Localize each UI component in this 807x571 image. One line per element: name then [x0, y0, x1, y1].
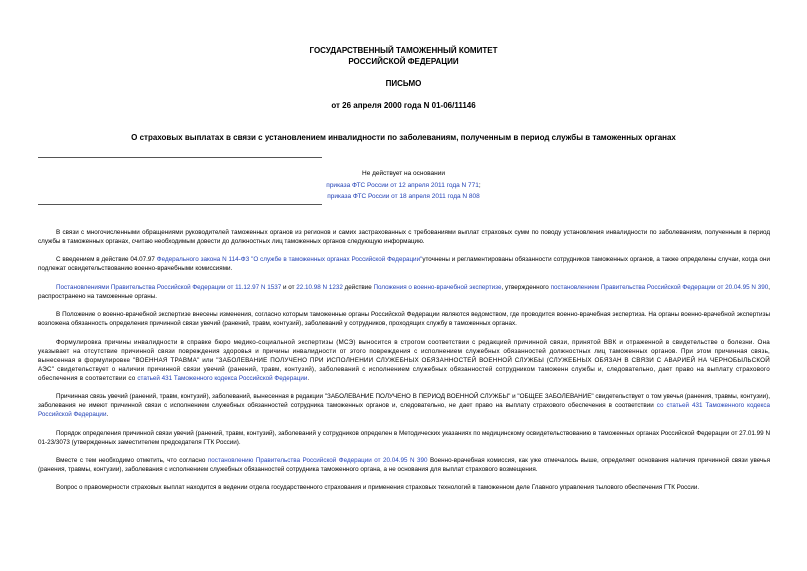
paragraph-8: [38, 456, 770, 474]
link-resolution-390-b[interactable]: постановлению Правительства Российской Федерации от 20.04.95 N 390: [207, 457, 428, 464]
paragraph-8-text-b: Военно-врачебная комиссия, как уже отмечалось выше, определяет основания наличия причинной связи увечья (ранения, травмы, контузии), заболевания с исполнением служебных обязанностей сотрудника таможенного органа, а не основания для выплат страхового возмещения.: [38, 457, 770, 474]
divider-bottom: [38, 204, 322, 205]
paragraph-5-text-a: Формулировка причины инвалидности в справке бюро медико-социальной экспертизы (МСЭ) выносится в строгом соответствии с редакцией причинной связи, принятой ВВК и отраженной в свидетельстве о болезни. Она указывает на отсутствие причинной связи повреждения здоровья и причины инвалидности от этого повреждения с исполнением служебных обязанностей должностных лиц таможенных органов. При этом причинная связь, вынесенная в формулировке "ВОЕННАЯ ТРАВМА" или "ЗАБОЛЕВАНИЕ ПОЛУЧЕНО ПРИ ИСПОЛНЕНИИ СЛУЖЕБНЫХ ОБЯЗАННОСТЕЙ ВОЕННОЙ СЛУЖБЫ (СЛУЖЕБНЫХ ОБЯЗАН В СВЯЗИ С АВАРИЕЙ НА ЧЕРНОБЫЛЬСКОЙ АЭС" свидетельствует о наличии причинной связи увечий (ранений, травм, контузий), заболеваний с исполнением служебных обязанностей сотрудником таможенн службы и, следовательно, дает право на выплату страхового обеспечения в соответствии со: [38, 338, 770, 382]
paragraph-5-text-b: .: [307, 374, 310, 382]
link-resolution-390[interactable]: постановлением Правительства Российской Федерации от 20.04.95 N 390: [550, 283, 769, 291]
paragraph-9: Вопрос о правомерности страховых выплат находится в ведении отдела государственного страхования и применения страховых технологий в таможенном деле Главного управления тылового обеспечения ГТК России.: [56, 484, 700, 492]
paragraph-3: [38, 283, 770, 301]
issuer-line-2: РОССИЙСКОЙ ФЕДЕРАЦИИ: [348, 57, 459, 66]
link-regulation-medical-expertise[interactable]: Положения о военно-врачебной экспертизе: [373, 283, 502, 291]
paragraph-5: [38, 338, 770, 383]
link-resolution-1232[interactable]: 22.10.98 N 1232: [296, 283, 343, 291]
status-link-order-771[interactable]: приказа ФТС России от 12 апреля 2011 года N 771: [326, 182, 479, 189]
paragraph-6-text-a: Причинная связь увечий (ранений, травм, контузий), заболеваний, вынесенная в редакции "ЗАБОЛЕВАНИЕ ПОЛУЧЕНО В ПЕРИОД ВОЕННОЙ СЛУЖБЫ" и "ОБЩЕЕ ЗАБОЛЕВАНИЕ" свидетельствует о том увечья (ранения, травмы, контузии), заболевания не имеют причинной связи с исполнением служебных обязанностей сотрудника таможенных органов и, следовательно, не дает право на выплату страхового обеспечения в соответствии: [38, 393, 770, 410]
status-reference-2: [0, 192, 807, 201]
divider-top: [38, 157, 322, 158]
paragraph-3-text-b: действие: [342, 283, 374, 291]
link-customs-code-article-431[interactable]: статьей 431 Таможенного кодекса Российской Федерации: [137, 374, 308, 382]
paragraph-2: [38, 255, 770, 273]
document-date: от 26 апреля 2000 года N 01-06/11146: [331, 101, 476, 110]
paragraph-3-text-d: , распространено на таможенные органы.: [38, 283, 770, 300]
paragraph-4: В Положение о военно-врачебной экспертизе внесены изменения, согласно которым таможенные органы Российской Федерации являются ведомством, где проводится военно-врачебная экспертиза. На органы военно-врачебной экспертизы возложена обязанность определения причинной связи увечий (ранений, травм, контузий), заболеваний у сотрудников, проходящих службу в таможенных органах.: [38, 311, 770, 328]
document-type: ПИСЬМО: [385, 79, 422, 88]
issuer-line-1: ГОСУДАРСТВЕННЫЙ ТАМОЖЕННЫЙ КОМИТЕТ: [309, 46, 498, 55]
link-customs-code-article-431-b[interactable]: со статьей 431 Таможенного кодекса Российской Федерации: [38, 402, 770, 419]
paragraph-3-text-c: , утвержденного: [501, 283, 551, 291]
paragraph-2-text-a: С введением в действие 04.07.97: [56, 256, 157, 264]
paragraph-6: [38, 392, 770, 419]
paragraph-2-text-b: уточнены и регламентированы обязанности сотрудников таможенных органов, а также определены случаи, когда они подлежат освидетельствованию военно-врачебными комиссиями.: [38, 256, 770, 273]
link-federal-law-114[interactable]: Федерального закона N 114-ФЗ "О службе в таможенных органах Российской Федерации": [156, 256, 423, 264]
status-note: Не действует на основании: [362, 170, 445, 177]
paragraph-1: В связи с многочисленными обращениями руководителей таможенных органов из регионов и самих застрахованных с требованиями выплат страховых сумм по поводу установления инвалидности по заболеваниям, полученным в период службы в таможенных органах, считаю необходимым довести до должностных лиц таможенных органов следующую информацию.: [38, 229, 770, 246]
link-resolution-1537[interactable]: Постановлениями Правительства Российской Федерации от 11.12.97 N 1537: [56, 283, 282, 291]
paragraph-3-text-a: и от: [281, 283, 297, 291]
paragraph-8-text-a: Вместе с тем необходимо отметить, что согласно: [56, 457, 208, 464]
document-title: О страховых выплатах в связи с установлением инвалидности по заболеваниям, полученным в период службы в таможенных органах: [131, 133, 676, 142]
status-reference-1: [0, 181, 807, 190]
paragraph-6-text-b: .: [106, 411, 109, 419]
status-link-order-808[interactable]: приказа ФТС России от 18 апреля 2011 года N 808: [327, 193, 480, 200]
status-separator: ;: [478, 182, 481, 189]
paragraph-7: Порядок определения причинной связи увечий (ранений, травм, контузий), заболеваний у сотрудников определен в Методических указаниях по медицинскому освидетельствованию в таможенных органах Российской Федерации от 27.01.99 N 01-23/3073 (утвержденных заместителем председателя ГТК России).: [38, 429, 770, 446]
letter-body: [38, 228, 770, 502]
